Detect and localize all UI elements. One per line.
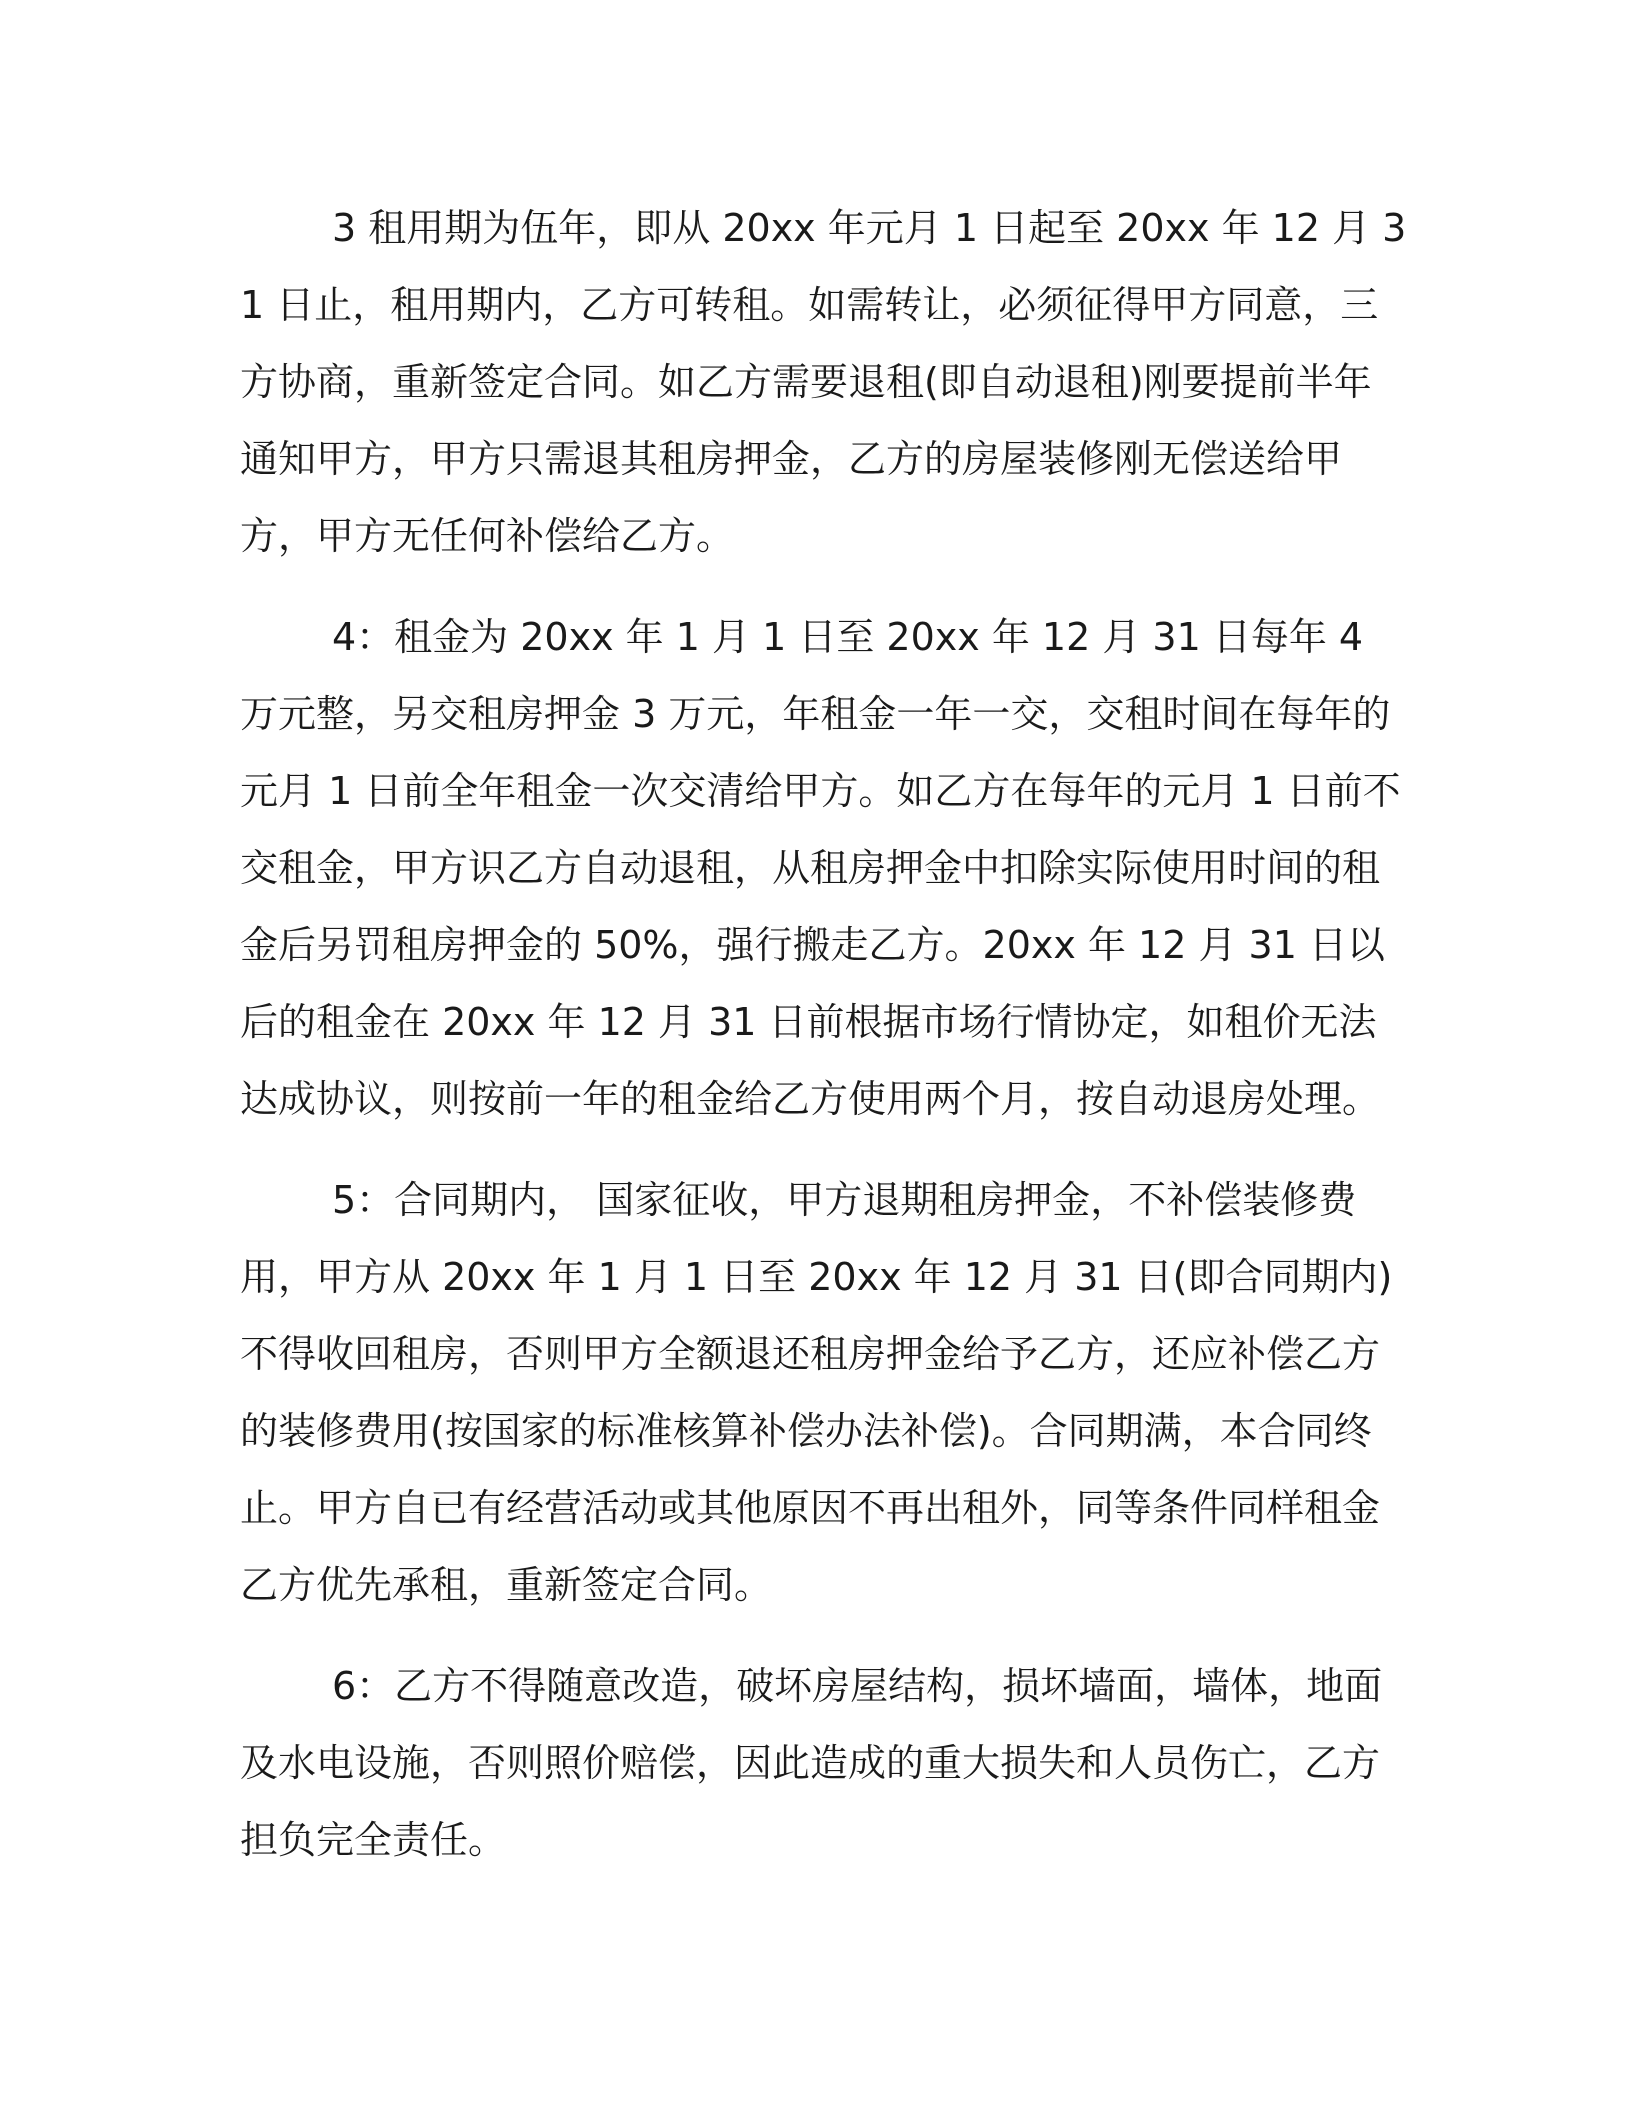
clause-5-paragraph: 5：合同期内， 国家征收，甲方退期租房押金，不补偿装修费用，甲方从 20xx 年 1 月 1 日至 20xx 年 12 月 31 日(即合同期内)不得收回租房，否则甲方全额退还租房押金给予乙方，还应补偿乙方的装修费用(按国家的标准核算补偿办法补偿)。合同期满，本合同终止。甲方自已有经营活动或其他原因不再出租外，同等条件同样租金乙方优先承租，重新签定合同。 xyxy=(240,1178,1393,1607)
document-body xyxy=(240,190,1408,1903)
clause-3-paragraph: 3 租用期为伍年，即从 20xx 年元月 1 日起至 20xx 年 12 月 31 日止，租用期内，乙方可转租。如需转让，必须征得甲方同意，三方协商，重新签定合同。如乙方需要退租(即自动退租)刚要提前半年通知甲方，甲方只需退其租房押金，乙方的房屋装修刚无偿送给甲方，甲方无任何补偿给乙方。 xyxy=(240,206,1407,558)
clause-6-paragraph: 6：乙方不得随意改造，破坏房屋结构，损坏墙面，墙体，地面及水电设施，否则照价赔偿，因此造成的重大损失和人员伤亡，乙方担负完全责任。 xyxy=(240,1664,1383,1862)
clause-4-paragraph: 4：租金为 20xx 年 1 月 1 日至 20xx 年 12 月 31 日每年 4 万元整，另交租房押金 3 万元，年租金一年一交，交租时间在每年的元月 1 日前全年租金一次交清给甲方。如乙方在每年的元月 1 日前不交租金，甲方识乙方自动退租，从租房押金中扣除实际使用时间的租金后另罚租房押金的 50%，强行搬走乙方。20xx 年 12 月 31 日以后的租金在 20xx 年 12 月 31 日前根据市场行情协定，如租价无法达成协议，则按前一年的租金给乙方使用两个月，按自动退房处理。 xyxy=(240,615,1401,1121)
